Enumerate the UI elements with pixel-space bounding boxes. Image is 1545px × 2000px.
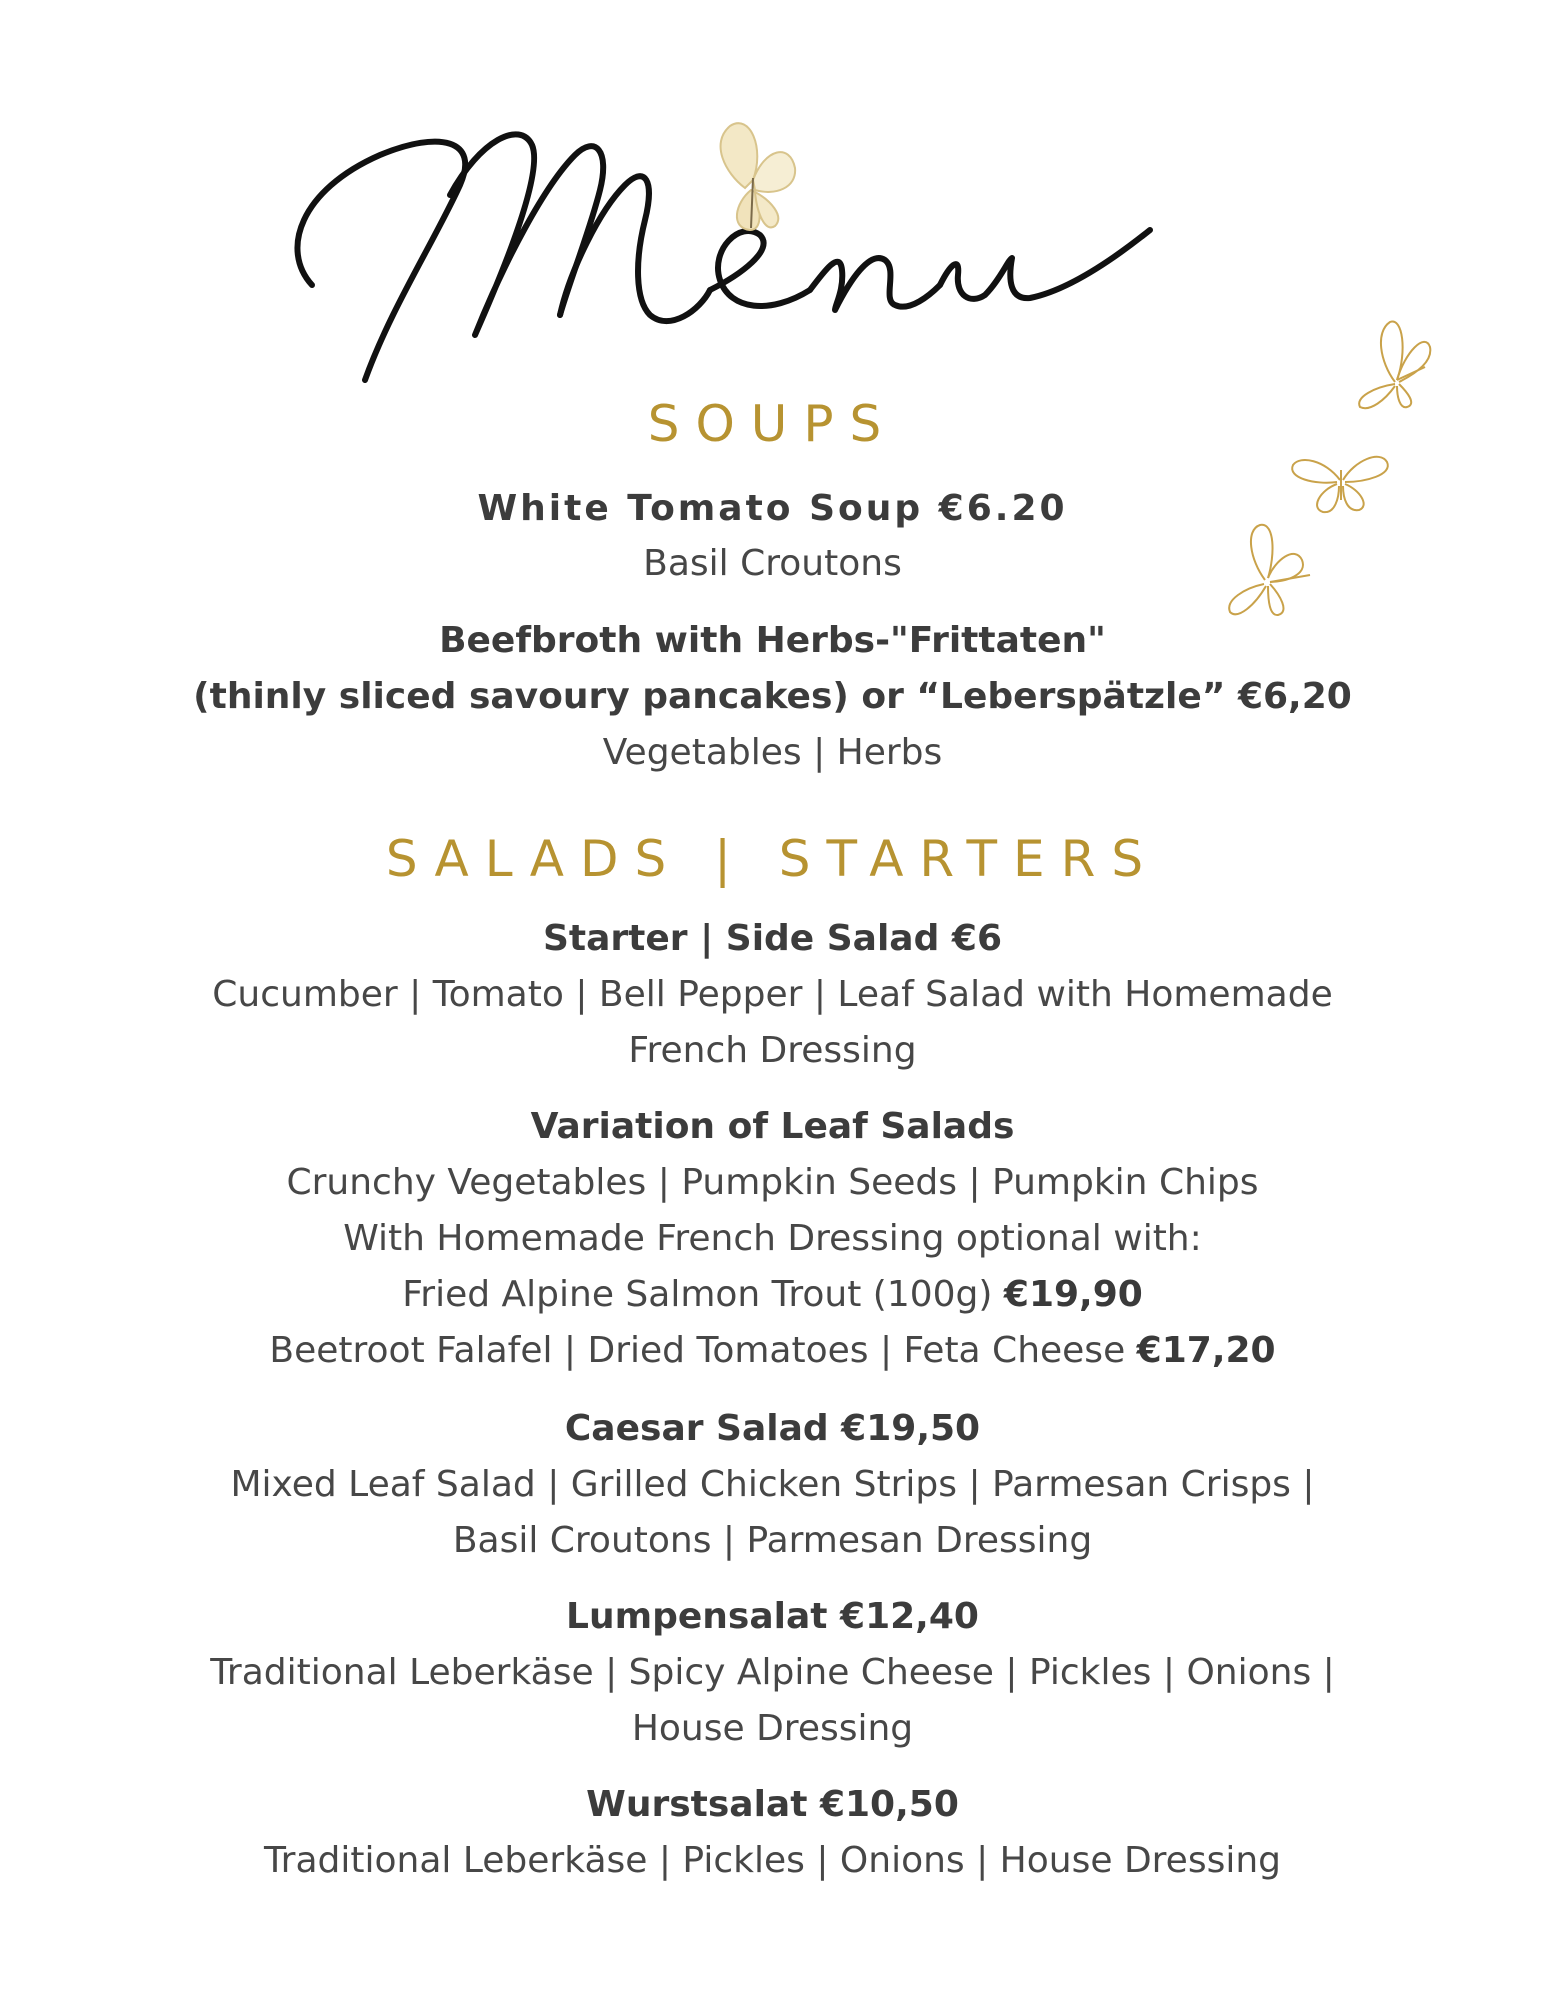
item-description: Basil Croutons | Parmesan Dressing: [452, 1520, 1093, 1561]
item-option: [0, 1274, 1545, 1315]
item-description: Crunchy Vegetables | Pumpkin Seeds | Pumpkin Chips: [286, 1162, 1259, 1203]
section-heading-soups: SOUPS: [647, 395, 898, 453]
item-description: House Dressing: [631, 1708, 914, 1749]
item-title: Wurstsalat €10,50: [586, 1784, 959, 1825]
item-title: Variation of Leaf Salads: [530, 1106, 1015, 1147]
option-text: Beetroot Falafel | Dried Tomatoes | Feta Cheese: [269, 1330, 1137, 1371]
option-price: €19,90: [1003, 1274, 1143, 1315]
item-title: Starter | Side Salad €6: [542, 918, 1003, 959]
item-description: French Dressing: [628, 1030, 917, 1071]
option-text: Fried Alpine Salmon Trout (100g): [402, 1274, 1004, 1315]
item-description: Vegetables | Herbs: [602, 732, 943, 773]
option-price: €17,20: [1136, 1330, 1276, 1371]
item-description: With Homemade French Dressing optional with:: [343, 1218, 1202, 1259]
item-description: Traditional Leberkäse | Pickles | Onions | House Dressing: [263, 1840, 1282, 1881]
item-title: Lumpensalat €12,40: [566, 1596, 979, 1637]
item-description: Mixed Leaf Salad | Grilled Chicken Strips | Parmesan Crisps |: [230, 1464, 1315, 1505]
item-title: Caesar Salad €19,50: [564, 1408, 981, 1449]
item-description: Cucumber | Tomato | Bell Pepper | Leaf Salad with Homemade: [212, 974, 1333, 1015]
item-description: Traditional Leberkäse | Spicy Alpine Cheese | Pickles | Onions |: [210, 1652, 1335, 1693]
butterfly-icon: [705, 118, 800, 243]
item-description: Basil Croutons: [643, 543, 902, 584]
section-heading-salads-starters: SALADS | STARTERS: [385, 830, 1160, 888]
item-title: Beefbroth with Herbs-"Frittaten": [439, 620, 1106, 661]
item-option: [0, 1330, 1545, 1371]
item-title: White Tomato Soup €6.20: [477, 488, 1068, 529]
item-title: (thinly sliced savoury pancakes) or “Leberspätzle” €6,20: [193, 676, 1352, 717]
